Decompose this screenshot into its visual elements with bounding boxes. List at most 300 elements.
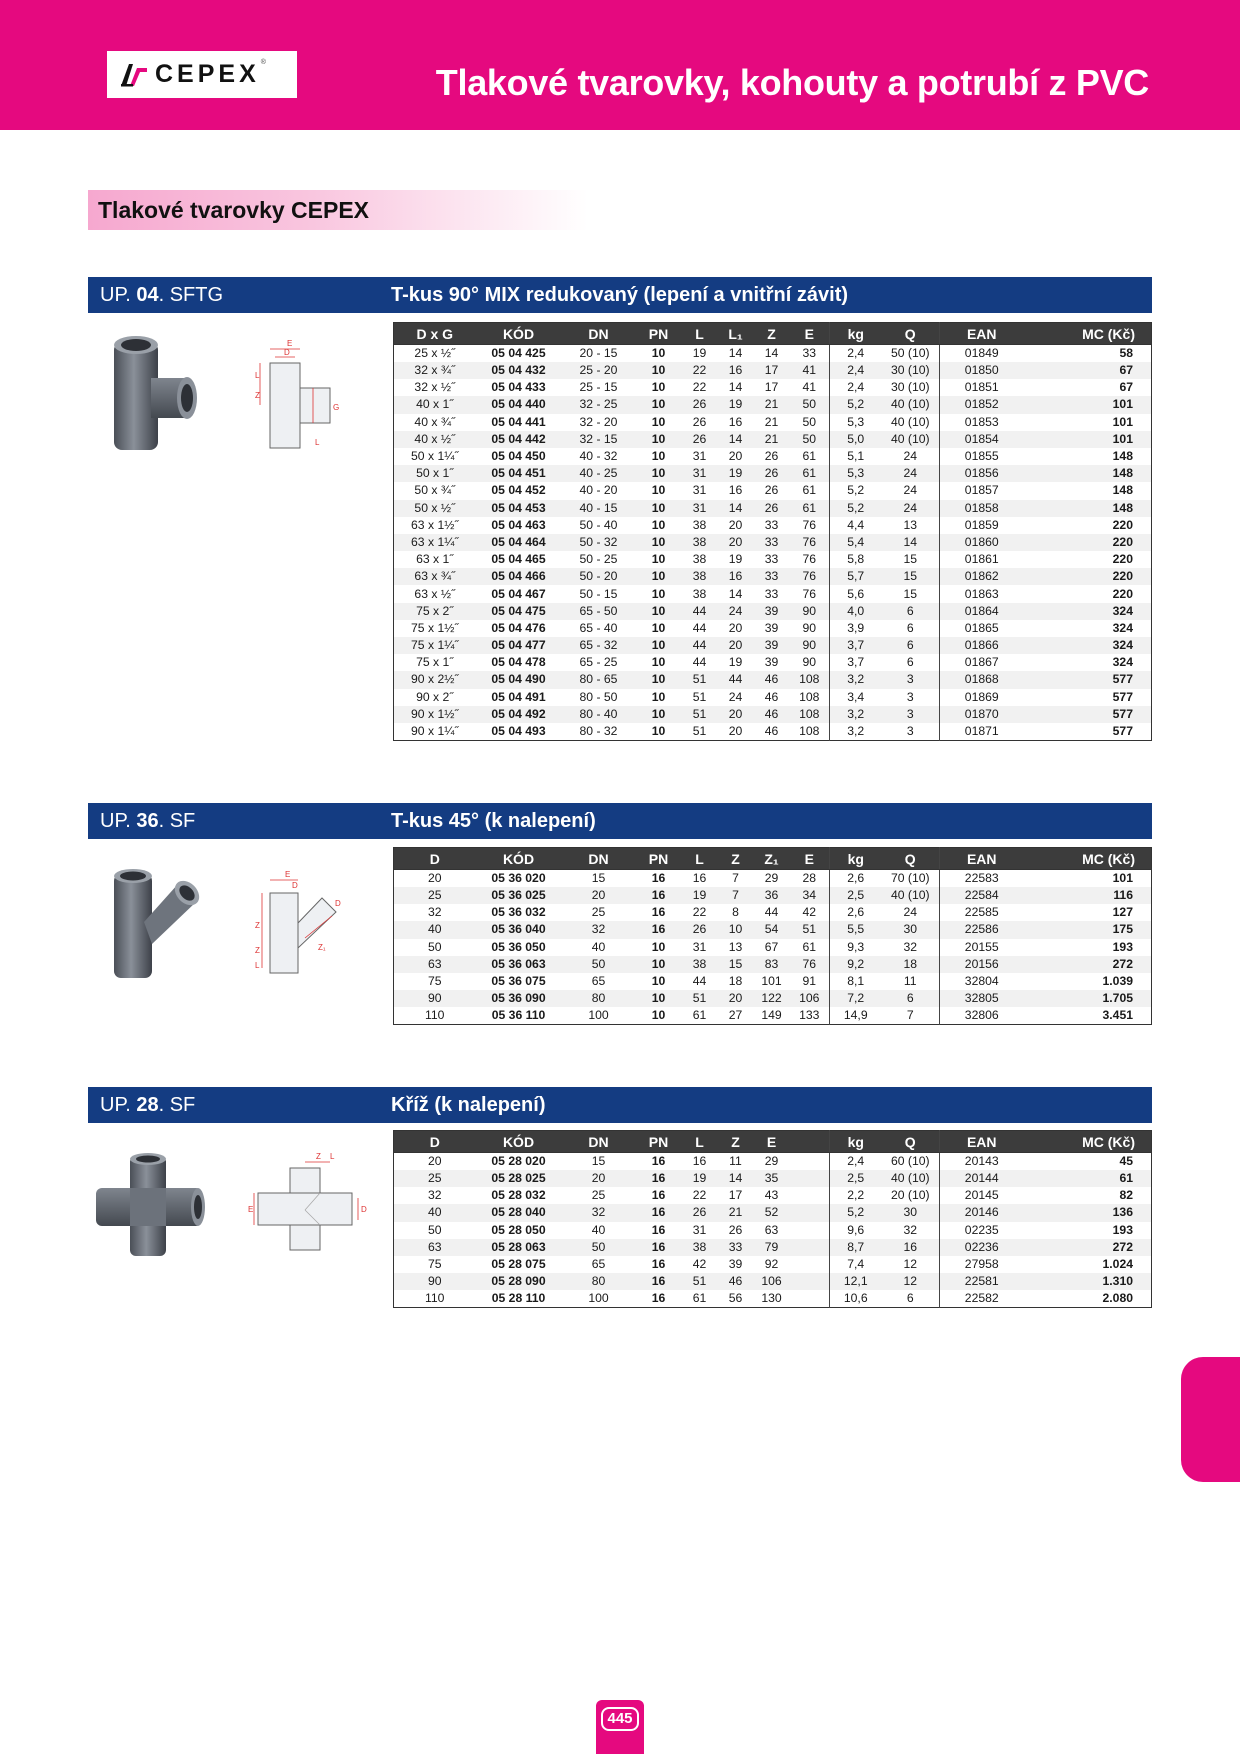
table-cell: 01864	[940, 603, 1024, 620]
table-cell: 05 04 453	[476, 500, 562, 517]
table-cell: 50	[562, 956, 636, 973]
table-cell: 15	[591, 1154, 606, 1168]
table-cell: 22	[692, 1188, 707, 1203]
table-cell: 01858	[940, 500, 1024, 517]
table-cell: 50 x ¾˝	[414, 483, 456, 498]
table-cell: 16	[882, 1239, 940, 1256]
table-cell: 26	[764, 483, 779, 498]
table-cell: 110	[425, 1291, 445, 1306]
table-cell: 10	[651, 620, 666, 635]
col-header: Q	[882, 1131, 940, 1153]
product-name: T-kus 45° (k nalepení)	[391, 810, 596, 832]
table-body	[394, 870, 1152, 1025]
col-header: E	[790, 323, 830, 345]
table-cell: 61	[790, 482, 830, 499]
table-cell: 40	[591, 939, 606, 954]
table-cell: 14	[718, 1170, 754, 1187]
table-cell: 05 04 442	[476, 431, 562, 448]
table-cell: 61	[692, 1008, 707, 1023]
table-cell: 108	[790, 671, 830, 688]
table-cell: 10	[651, 939, 666, 954]
table-cell: 01867	[964, 655, 999, 670]
table-row	[394, 500, 1152, 517]
table-cell	[790, 1187, 830, 1204]
table-cell: 40	[394, 921, 476, 938]
drawing-label-E: E	[248, 1205, 254, 1214]
table-cell: 51	[790, 921, 830, 938]
table-cell: 29	[764, 1154, 779, 1168]
table-row	[394, 1273, 1152, 1290]
table-row	[394, 870, 1152, 888]
table-cell: 01854	[940, 431, 1024, 448]
table-cell: 16	[636, 887, 682, 904]
table-cell: 27	[728, 1008, 743, 1023]
table-cell: 02236	[940, 1239, 1024, 1256]
table-cell: 05 28 050	[491, 1222, 546, 1237]
table-cell: 63 x ¾˝	[394, 568, 476, 585]
table-cell: 45	[1119, 1154, 1133, 1168]
drawing-label-L: L	[330, 1152, 335, 1161]
table-cell: 577	[1112, 723, 1133, 738]
table-cell: 05 04 478	[491, 655, 546, 670]
table-cell: 05 36 075	[491, 974, 546, 989]
table-cell: 39	[764, 620, 779, 635]
table-cell: 40 - 25	[562, 465, 636, 482]
table-cell: 01853	[964, 414, 999, 429]
table-cell: 28	[790, 870, 830, 888]
table-cell: 3,7	[830, 637, 882, 654]
table-cell: 76	[790, 551, 830, 568]
table-cell: 19	[728, 552, 743, 567]
drawing-label-D: D	[361, 1205, 367, 1214]
table-cell: 01851	[964, 380, 999, 395]
table-cell: 61	[692, 1291, 707, 1306]
table-cell: 46	[754, 706, 790, 723]
table-cell: 50 - 15	[579, 586, 618, 601]
table-cell: 76	[790, 956, 830, 973]
table-cell: 16	[636, 1239, 682, 1256]
col-header: Q	[882, 323, 940, 345]
table-cell: 17	[728, 1188, 743, 1203]
table-cell: 20	[718, 534, 754, 551]
table-cell: 22584	[940, 887, 1024, 904]
col-header: D	[394, 1131, 476, 1153]
table-cell: 25	[591, 905, 606, 920]
col-header: E	[754, 1131, 790, 1153]
drawing-label-L1: L	[315, 438, 320, 447]
table-cell: 56	[728, 1291, 743, 1306]
drawing-label-D: D	[292, 881, 298, 890]
table-cell: 82	[1119, 1188, 1133, 1203]
table-cell: 3	[882, 671, 940, 688]
table-cell: 3,4	[847, 689, 865, 704]
table-cell: 50	[790, 414, 830, 431]
table-cell: 01855	[964, 449, 999, 464]
col-header	[790, 1131, 830, 1153]
table-cell: 05 04 492	[476, 706, 562, 723]
table-cell: 05 04 440	[476, 396, 562, 413]
table-cell: 30 (10)	[882, 362, 940, 379]
table-cell: 10	[636, 534, 682, 551]
col-header: KÓD	[476, 848, 562, 870]
table-cell: 101	[1112, 414, 1133, 429]
table-cell: 5,4	[830, 534, 882, 551]
table-cell: 5,5	[830, 921, 882, 938]
table-cell: 24	[882, 482, 940, 499]
col-header: L	[682, 323, 718, 345]
table-cell: 65 - 40	[579, 620, 618, 635]
drawing-label-Z: Z	[255, 391, 260, 400]
table-cell: 20 (10)	[882, 1187, 940, 1204]
table-cell: 10	[651, 586, 666, 601]
table-cell: 32 - 20	[579, 414, 618, 429]
table-cell: 10	[651, 483, 666, 498]
col-header: EAN	[940, 848, 1024, 870]
table-row	[394, 620, 1152, 637]
page-title: Tlakové tvarovky, kohouty a potrubí z PVC	[435, 62, 1149, 103]
table-cell: 31	[692, 939, 707, 954]
table-cell: 40	[394, 1204, 476, 1221]
table-cell: 20	[427, 871, 442, 885]
col-header: KÓD	[476, 323, 562, 345]
table-cell: 15	[882, 585, 940, 602]
col-header: kg	[830, 323, 882, 345]
table-cell: 05 28 090	[476, 1273, 562, 1290]
table-cell: 20	[728, 620, 743, 635]
table-cell: 14,9	[843, 1008, 868, 1023]
table-cell: 22586	[940, 921, 1024, 938]
table-cell: 61	[790, 448, 830, 465]
table-cell: 5,8	[847, 552, 865, 567]
table-cell: 20 - 15	[579, 346, 618, 360]
table-cell: 25	[394, 887, 476, 904]
table-cell: 63 x ½˝	[414, 586, 456, 601]
table-cell: 24	[882, 904, 940, 921]
table-cell: 16	[636, 1273, 682, 1290]
table-cell	[790, 1153, 830, 1171]
table-row	[394, 1256, 1152, 1273]
table-row	[394, 1290, 1152, 1308]
table-cell: 32 x ¾˝	[394, 362, 476, 379]
table-cell: 20	[427, 1154, 442, 1168]
table-cell: 42	[692, 1257, 707, 1272]
table-cell: 05 04 441	[491, 414, 546, 429]
table-row	[394, 1007, 1152, 1025]
table-cell: 51	[692, 723, 707, 738]
table-cell: 36	[754, 887, 790, 904]
drawing-label-E: E	[285, 870, 291, 879]
table-cell: 34	[790, 887, 830, 904]
table-cell: 19	[682, 1170, 718, 1187]
table-cell: 108	[790, 723, 830, 741]
table-cell: 05 28 032	[491, 1188, 546, 1203]
table-cell: 05 36 090	[476, 990, 562, 1007]
table-cell: 38	[682, 956, 718, 973]
table-cell: 38	[682, 1239, 718, 1256]
drawing-label-L: L	[255, 961, 260, 970]
table-cell: 220	[1112, 552, 1133, 567]
table-cell: 11	[729, 1154, 742, 1168]
table-cell: 46	[764, 689, 779, 704]
table-cell: 101	[1024, 431, 1152, 448]
table-cell: 51	[682, 671, 718, 688]
table-cell: 01852	[940, 396, 1024, 413]
table-cell: 24	[718, 603, 754, 620]
table-cell: 65 - 25	[579, 655, 618, 670]
table-cell: 272	[1024, 956, 1152, 973]
table-cell: 05 28 063	[476, 1239, 562, 1256]
table-row	[394, 1222, 1152, 1239]
table-cell: 33	[754, 534, 790, 551]
table-cell: 6	[882, 1290, 940, 1308]
table-cell: 26	[754, 500, 790, 517]
table-cell: 44	[718, 671, 754, 688]
table-header-row	[394, 848, 1152, 870]
table-cell: 1.024	[1102, 1257, 1133, 1272]
table-cell: 20	[562, 1170, 636, 1187]
table-cell: 05 36 020	[491, 871, 546, 885]
col-header: L	[682, 1131, 718, 1153]
table-cell: 25 - 15	[579, 380, 618, 395]
table-cell: 63 x 1¼˝	[394, 534, 476, 551]
col-header: Z	[754, 323, 790, 345]
table-cell: 92	[764, 1257, 779, 1272]
table-cell: 44	[682, 603, 718, 620]
table-cell: 05 04 466	[476, 568, 562, 585]
table-cell: 108	[790, 706, 830, 723]
table-cell: 101	[761, 974, 782, 989]
table-cell: 148	[1024, 500, 1152, 517]
table-cell: 14	[728, 346, 743, 360]
table-row	[394, 990, 1152, 1007]
cross-technical-drawing	[250, 1148, 370, 1263]
col-header: Z₁	[754, 848, 790, 870]
table-cell: 90	[394, 1273, 476, 1290]
table-cell: 7	[882, 1007, 940, 1025]
table-cell: 67	[1119, 380, 1133, 395]
table-cell: 324	[1112, 655, 1133, 670]
table-cell: 63 x 1½˝	[411, 517, 459, 532]
table-row	[394, 939, 1152, 956]
table-cell: 32804	[964, 974, 999, 989]
table-cell: 24	[882, 465, 940, 482]
table-cell: 21	[754, 431, 790, 448]
table-cell: 32 x ½˝	[414, 380, 456, 395]
table-cell: 106	[754, 1273, 790, 1290]
table-cell: 01868	[940, 671, 1024, 688]
table-cell: 577	[1024, 671, 1152, 688]
table-cell: 10	[651, 974, 666, 989]
table-cell: 148	[1112, 449, 1133, 464]
table-cell: 26	[682, 396, 718, 413]
col-header: MC (Kč)	[1024, 1131, 1152, 1153]
table-cell: 54	[754, 921, 790, 938]
table-cell: 75	[427, 974, 442, 989]
tee-45-technical-drawing	[250, 868, 350, 983]
table-cell: 32	[427, 905, 442, 920]
table-cell: 63 x 1˝	[416, 552, 454, 567]
table-cell: 10	[636, 956, 682, 973]
table-cell: 05 04 451	[476, 465, 562, 482]
table-row	[394, 362, 1152, 379]
table-cell: 46	[754, 671, 790, 688]
table-cell: 16	[651, 905, 666, 920]
table-cell: 3,2	[830, 671, 882, 688]
table-cell: 31	[682, 500, 718, 517]
table-cell: 20146	[940, 1204, 1024, 1221]
table-row	[394, 448, 1152, 465]
table-row	[394, 689, 1152, 706]
col-header: PN	[636, 1131, 682, 1153]
table-row	[394, 723, 1152, 741]
table-cell: 38	[692, 517, 707, 532]
table-row	[394, 1204, 1152, 1221]
table-cell: 12	[882, 1256, 940, 1273]
table-cell: 05 04 463	[491, 517, 546, 532]
table-cell: 101	[1112, 871, 1133, 885]
cepex-logo	[107, 51, 297, 98]
table-cell: 40 x 1˝	[394, 396, 476, 413]
table-cell: 10	[651, 552, 666, 567]
table-cell: 44	[692, 655, 707, 670]
table-cell: 33	[764, 517, 779, 532]
table-cell: 220	[1024, 568, 1152, 585]
table-cell: 10	[718, 921, 754, 938]
table-cell: 5,7	[830, 568, 882, 585]
table-cell: 26	[728, 1222, 743, 1237]
table-row	[394, 517, 1152, 534]
table-cell: 10	[636, 568, 682, 585]
product-header-bar	[88, 803, 1152, 839]
table-cell: 44	[692, 620, 707, 635]
table-cell: 16	[692, 871, 707, 885]
table-row	[394, 465, 1152, 482]
table-cell: 40 (10)	[882, 1170, 940, 1187]
table-cell: 10	[651, 380, 666, 395]
col-header: kg	[830, 1131, 882, 1153]
table-cell: 80	[562, 1273, 636, 1290]
table-cell: 193	[1112, 939, 1133, 954]
drawing-label-G: G	[333, 403, 340, 412]
table-cell: 58	[1119, 346, 1133, 360]
section-title: Tlakové tvarovky CEPEX	[88, 190, 588, 230]
table-cell: 25 x ½˝	[414, 346, 456, 360]
table-cell: 19	[682, 887, 718, 904]
col-header: Z	[718, 848, 754, 870]
chapter-side-tab	[1181, 1357, 1240, 1482]
table-cell: 50 - 40	[579, 517, 618, 532]
table-header-row	[394, 323, 1152, 345]
page-number: 445	[601, 1707, 639, 1731]
table-cell: 70 (10)	[882, 870, 940, 888]
table-cell: 16	[636, 921, 682, 938]
table-cell: 65	[591, 1257, 606, 1272]
table-row	[394, 956, 1152, 973]
table-cell: 01850	[940, 362, 1024, 379]
table-cell: 05 04 433	[491, 380, 546, 395]
col-header: D x G	[394, 323, 476, 345]
table-cell: 01857	[964, 483, 999, 498]
table-cell: 2.080	[1102, 1291, 1133, 1306]
table-cell: 19	[728, 655, 743, 670]
table-row	[394, 1170, 1152, 1187]
table-row	[394, 568, 1152, 585]
table-cell: 50 x 1¼˝	[411, 449, 459, 464]
table-cell: 90	[790, 637, 830, 654]
table-cell: 14	[728, 380, 743, 395]
table-cell: 50 - 32	[562, 534, 636, 551]
table-cell: 24	[728, 689, 743, 704]
table-cell: 1.310	[1024, 1273, 1152, 1290]
table-cell: 19	[692, 346, 707, 360]
table-cell: 40	[591, 1222, 606, 1237]
col-header: EAN	[940, 1131, 1024, 1153]
col-header: MC (Kč)	[1024, 848, 1152, 870]
table-cell: 51	[682, 1273, 718, 1290]
table-cell: 90 x 1¼˝	[411, 723, 459, 738]
table-cell: 3	[882, 706, 940, 723]
table-cell: 75 x 2˝	[394, 603, 476, 620]
table-cell: 63	[394, 956, 476, 973]
table-cell: 26	[754, 465, 790, 482]
drawing-label-Z2: Z	[255, 946, 260, 955]
table-cell: 22585	[964, 905, 999, 920]
drawing-label-Z1: Z₁	[318, 943, 326, 952]
table-cell: 130	[761, 1291, 782, 1306]
table-cell: 26	[682, 431, 718, 448]
table-cell: 16	[651, 1154, 666, 1168]
product-header-bar	[88, 1087, 1152, 1123]
table-cell: 22583	[964, 871, 999, 885]
table-cell	[790, 1222, 830, 1239]
table-cell: 7,2	[830, 990, 882, 1007]
table-cell: 40 x ¾˝	[414, 414, 456, 429]
col-header: DN	[562, 848, 636, 870]
table-cell: 05 36 050	[491, 939, 546, 954]
table-cell: 18	[882, 956, 940, 973]
table-cell: 10	[636, 500, 682, 517]
table-cell: 33	[764, 552, 779, 567]
table-cell: 01862	[940, 568, 1024, 585]
table-cell: 63	[764, 1222, 779, 1237]
table-cell: 13	[882, 517, 940, 534]
table-cell: 05 04 490	[476, 671, 562, 688]
table-cell: 20	[718, 990, 754, 1007]
table-cell: 6	[882, 637, 940, 654]
table-cell: 26	[682, 1204, 718, 1221]
table-cell: 01860	[940, 534, 1024, 551]
table-cell: 100	[588, 1291, 609, 1306]
table-cell: 38	[682, 534, 718, 551]
table-cell: 8,7	[830, 1239, 882, 1256]
table-cell: 32	[882, 939, 940, 956]
table-cell: 40 - 15	[562, 500, 636, 517]
table-cell: 05 04 452	[491, 483, 546, 498]
table-cell: 01856	[940, 465, 1024, 482]
table-cell: 24	[882, 500, 940, 517]
table-cell: 3	[882, 723, 940, 741]
table-cell: 12	[882, 1273, 940, 1290]
col-header: KÓD	[476, 1131, 562, 1153]
table-cell: 51	[682, 706, 718, 723]
table-cell: 32806	[964, 1008, 999, 1023]
table-cell: 10	[651, 689, 666, 704]
table-cell	[790, 1256, 830, 1273]
table-cell: 10	[636, 706, 682, 723]
table-cell: 5,2	[830, 500, 882, 517]
table-cell: 32	[882, 1222, 940, 1239]
table-row	[394, 887, 1152, 904]
